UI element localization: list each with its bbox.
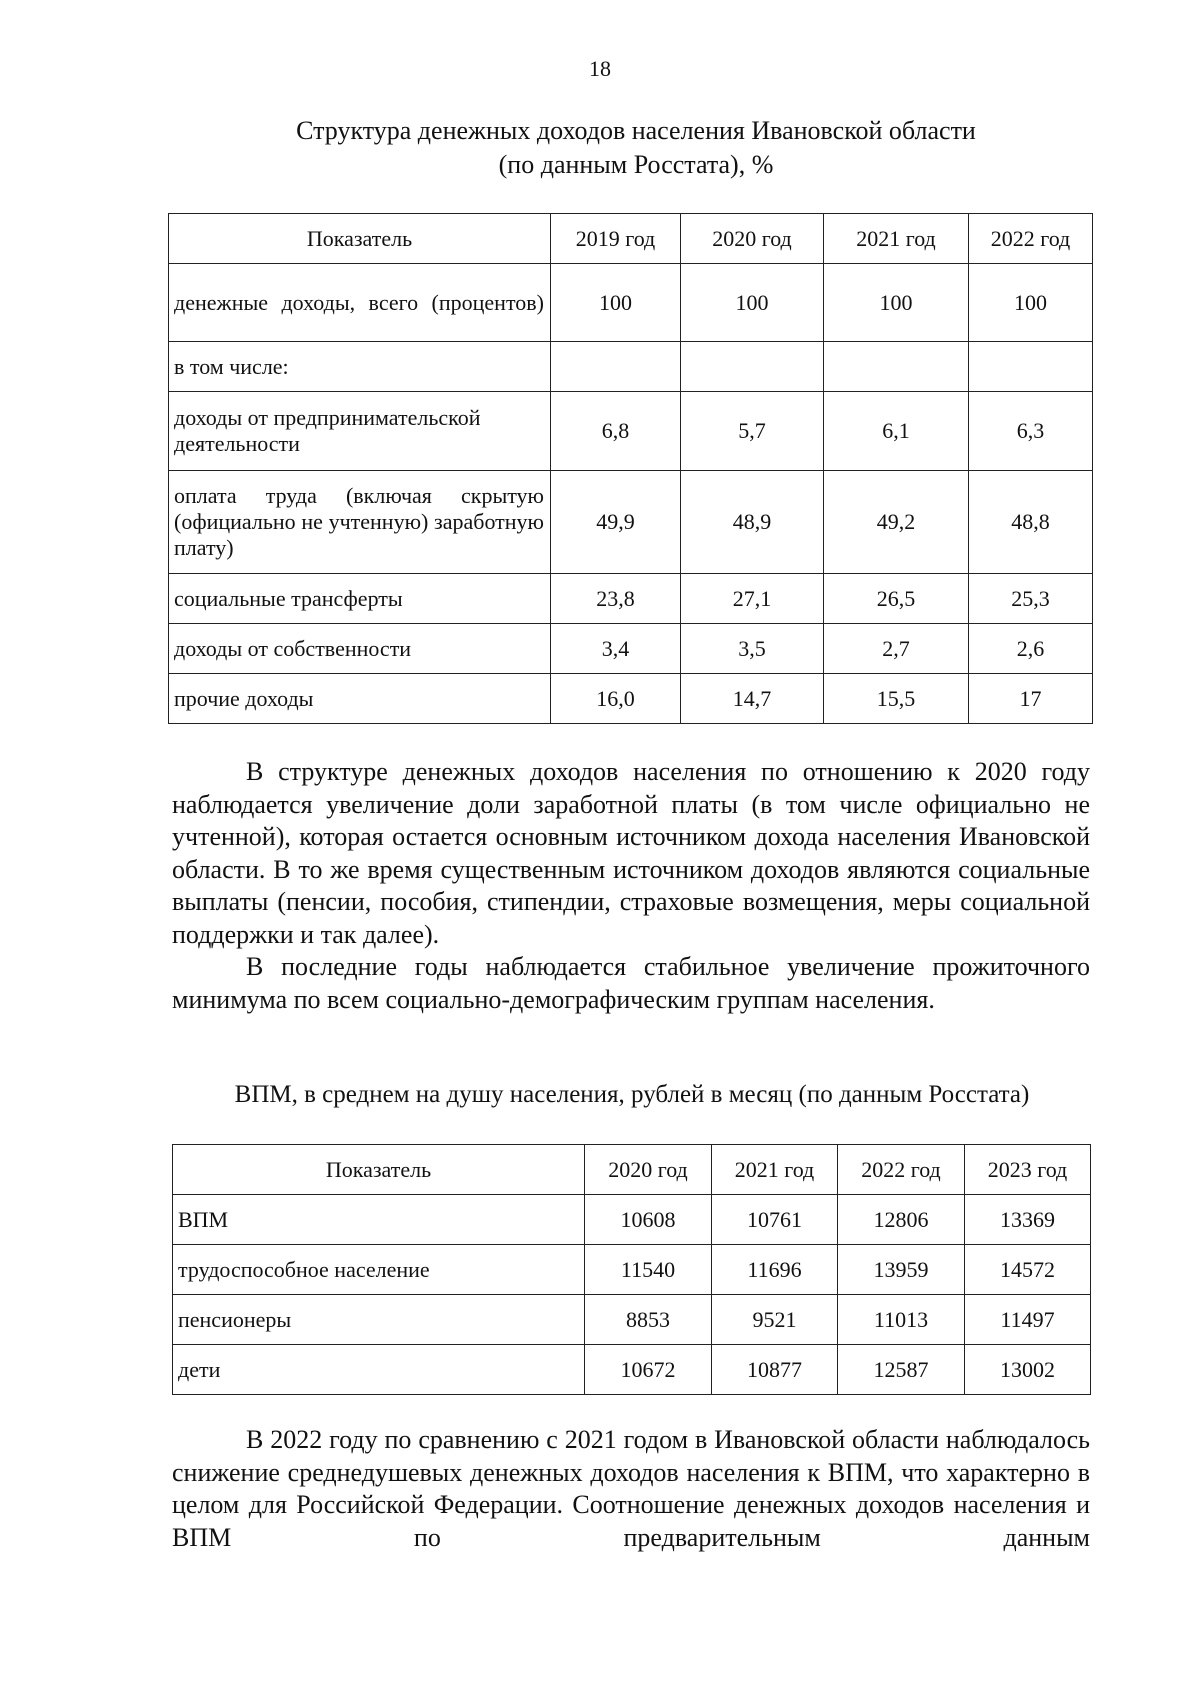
- cell-value: 9521: [712, 1295, 838, 1345]
- column-header: 2021 год: [824, 214, 969, 264]
- table-row: [173, 1195, 1091, 1245]
- column-header: 2020 год: [585, 1145, 712, 1195]
- paragraph-text: В 2022 году по сравнению с 2021 годом в Ивановской области наблюдалось снижение среднедушевых денежных доходов населения к ВПМ, что характерно в целом для Российской Федерации. Соотношение денежных доходов населения и ВПМ по предварительным данным: [172, 1425, 1090, 1552]
- cell-value: 8853: [585, 1295, 712, 1345]
- paragraph-text: В последние годы наблюдается стабильное увеличение прожиточного минимума по всем социально-демографическим группам населения.: [172, 952, 1090, 1014]
- row-label: пенсионеры: [173, 1295, 585, 1345]
- table-row: [169, 574, 1093, 624]
- cell-value: 23,8: [551, 574, 681, 624]
- cell-value: 16,0: [551, 674, 681, 724]
- cell-value: [681, 342, 824, 392]
- table-row: [173, 1345, 1091, 1395]
- cell-value: 48,8: [969, 471, 1093, 574]
- cell-value: 2,6: [969, 624, 1093, 674]
- cell-value: 5,7: [681, 392, 824, 471]
- cell-value: 100: [681, 264, 824, 342]
- cell-value: 25,3: [969, 574, 1093, 624]
- table-row: [169, 342, 1093, 392]
- cell-value: 49,9: [551, 471, 681, 574]
- row-label: прочие доходы: [169, 674, 551, 724]
- cell-value: 13959: [838, 1245, 965, 1295]
- column-header: 2023 год: [965, 1145, 1091, 1195]
- cell-value: 6,8: [551, 392, 681, 471]
- row-label: трудоспособное население: [173, 1245, 585, 1295]
- cell-value: 10608: [585, 1195, 712, 1245]
- cell-value: 100: [551, 264, 681, 342]
- column-header: 2019 год: [551, 214, 681, 264]
- income-structure-table: [168, 213, 1093, 724]
- cell-value: 15,5: [824, 674, 969, 724]
- cell-value: 14572: [965, 1245, 1091, 1295]
- table2-caption: ВПМ, в среднем на душу населения, рублей в месяц (по данным Росстата): [234, 1081, 1030, 1108]
- cell-value: 48,9: [681, 471, 824, 574]
- table-row: [169, 392, 1093, 471]
- cell-value: 11497: [965, 1295, 1091, 1345]
- row-label: доходы от предпринимательской деятельности: [169, 392, 551, 471]
- column-header: 2022 год: [838, 1145, 965, 1195]
- cell-value: 6,1: [824, 392, 969, 471]
- table1-caption: [36, 114, 1200, 182]
- row-label: социальные трансферты: [169, 574, 551, 624]
- table1-caption-line2: (по данным Росстата), %: [498, 150, 774, 179]
- table-row: [169, 471, 1093, 574]
- cell-value: 100: [824, 264, 969, 342]
- cell-value: 17: [969, 674, 1093, 724]
- row-label: денежные доходы, всего (процентов): [169, 264, 551, 342]
- cell-value: 3,5: [681, 624, 824, 674]
- cell-value: 13369: [965, 1195, 1091, 1245]
- cell-value: 11013: [838, 1295, 965, 1345]
- row-label: ВПМ: [173, 1195, 585, 1245]
- column-header: 2022 год: [969, 214, 1093, 264]
- cell-value: 6,3: [969, 392, 1093, 471]
- cell-value: [969, 342, 1093, 392]
- cell-value: 100: [969, 264, 1093, 342]
- cell-value: 10672: [585, 1345, 712, 1395]
- paragraph-text: В структуре денежных доходов населения по отношению к 2020 году наблюдается увеличение доли заработной платы (в том числе официально не учтенной), которая остается основным источником дохода населения Ивановской области. В то же время существенным источником доходов являются социальные выплаты (пенсии, пособия, стипендии, страховые возмещения, меры социальной поддержки и так далее).: [172, 757, 1090, 949]
- cell-value: 12806: [838, 1195, 965, 1245]
- cell-value: 11540: [585, 1245, 712, 1295]
- table-header-row: [173, 1145, 1091, 1195]
- cell-value: 13002: [965, 1345, 1091, 1395]
- cell-value: 12587: [838, 1345, 965, 1395]
- subsistence-minimum-table: [172, 1144, 1091, 1395]
- row-label: в том числе:: [169, 342, 551, 392]
- row-label: доходы от собственности: [169, 624, 551, 674]
- column-header: 2020 год: [681, 214, 824, 264]
- body-paragraph-2: [172, 1424, 1090, 1554]
- cell-value: 10761: [712, 1195, 838, 1245]
- row-label: оплата труда (включая скрытую (официально не учтенную) заработную плату): [169, 471, 551, 574]
- table1-caption-line1: Структура денежных доходов населения Ивановской области: [296, 116, 976, 145]
- cell-value: 10877: [712, 1345, 838, 1395]
- cell-value: 49,2: [824, 471, 969, 574]
- cell-value: [551, 342, 681, 392]
- table-row: [173, 1245, 1091, 1295]
- table-header-row: [169, 214, 1093, 264]
- cell-value: [824, 342, 969, 392]
- table-row: [169, 624, 1093, 674]
- table-row: [173, 1295, 1091, 1345]
- cell-value: 14,7: [681, 674, 824, 724]
- cell-value: 3,4: [551, 624, 681, 674]
- body-paragraph-1: [172, 756, 1090, 1016]
- table-row: [169, 674, 1093, 724]
- row-label: дети: [173, 1345, 585, 1395]
- page-number: 18: [589, 56, 611, 81]
- cell-value: 26,5: [824, 574, 969, 624]
- cell-value: 2,7: [824, 624, 969, 674]
- column-header: 2021 год: [712, 1145, 838, 1195]
- column-header: Показатель: [173, 1145, 585, 1195]
- column-header: Показатель: [169, 214, 551, 264]
- cell-value: 11696: [712, 1245, 838, 1295]
- table-row: [169, 264, 1093, 342]
- cell-value: 27,1: [681, 574, 824, 624]
